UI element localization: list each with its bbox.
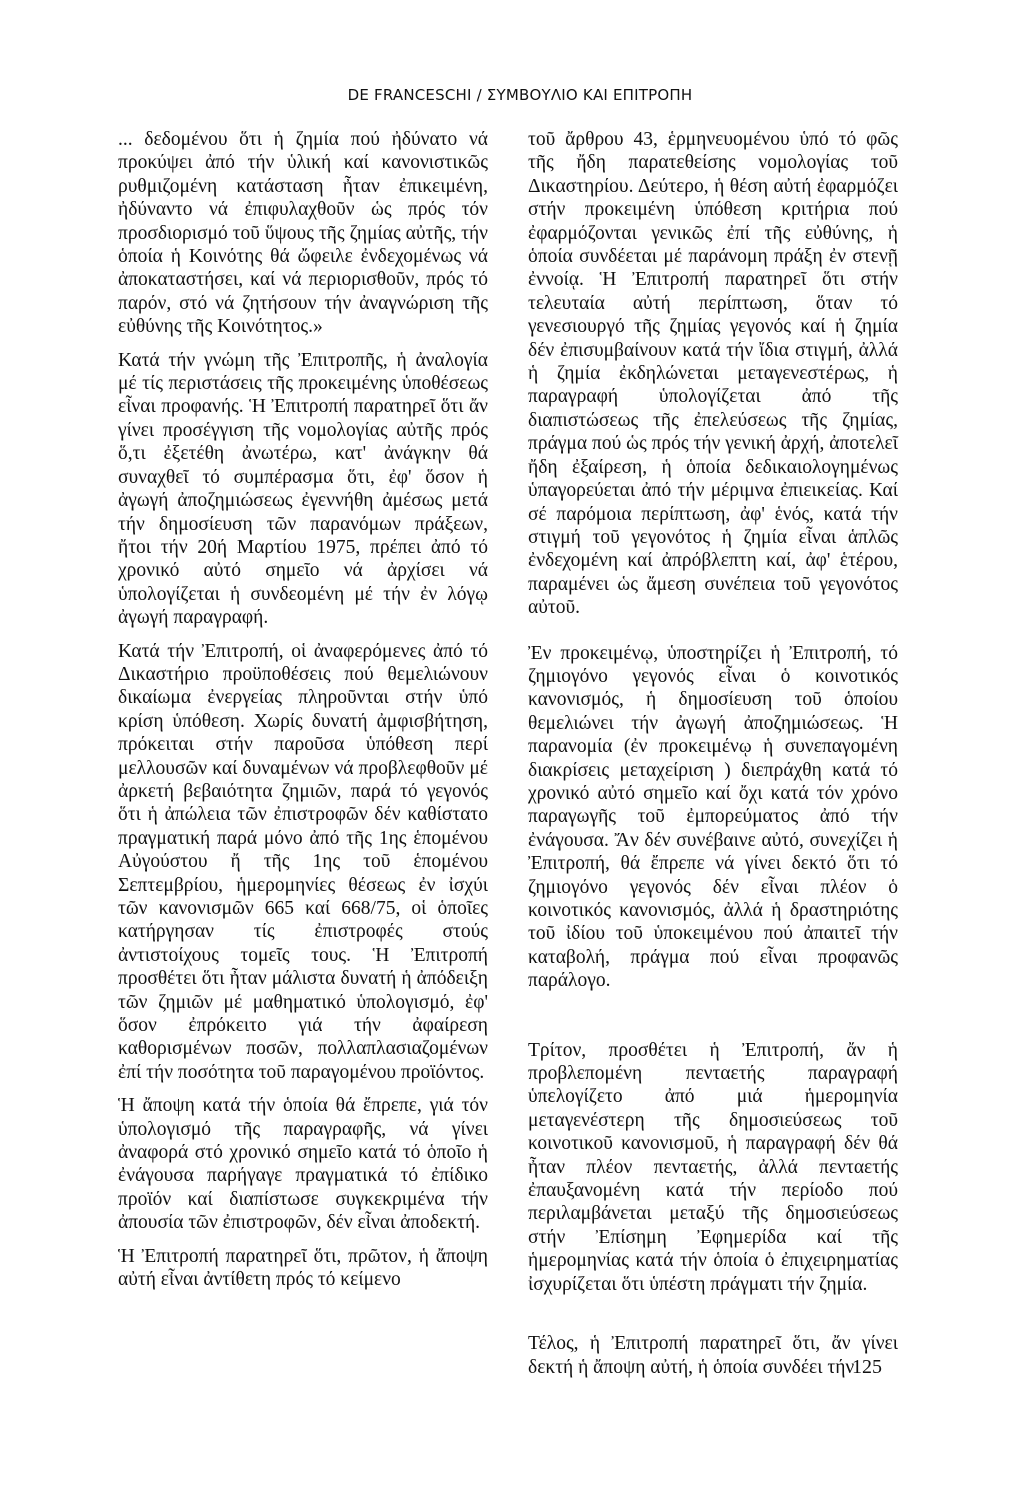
paragraph: Ἡ Ἐπιτροπή παρατηρεῖ ὅτι, πρῶτον, ἡ ἄποψη αὐτή εἶναι ἀντίθετη πρός τό κείμενο xyxy=(118,1245,488,1291)
paragraph: Τρίτον, προσθέτει ἡ Ἐπιτροπή, ἄν ἡ προβλεπομένη πενταετής παραγραφή ὑπελογίζετο ἀπό μιά ἡμερομηνία μεταγενέστερη τῆς δημοσιεύσεως τοῦ κοινοτικοῦ κανονισμοῦ, ἡ παραγραφή δέν θά ἦταν πλέον πενταετής, ἀλλά πενταετής ἐπαυξανομένη κατά τήν περίοδο πού περιλαμβάνεται μεταξύ τῆς δημοσιεύσεως στήν Ἐπίσημη Ἐφημερίδα καί τῆς ἡμερομηνίας κατά τήν ὁποία ὁ ἐπιχειρηματίας ἰσχυρίζεται ὅτι ὑπέστη πράγματι τήν ζημία. xyxy=(528,1039,898,1295)
paragraph: Τέλος, ἡ Ἐπιτροπή παρατηρεῖ ὅτι, ἄν γίνει δεκτή ἡ ἄποψη αὐτή, ἡ ὁποία συνδέει τήν xyxy=(528,1333,898,1378)
paragraph: τοῦ ἄρθρου 43, ἑρμηνευομένου ὑπό τό φῶς τῆς ἤδη παρατεθείσης νομολογίας τοῦ Δικαστηρίου. Δεύτερο, ἡ θέση αὐτή ἐφαρμόζει στήν προκειμένη ὑπόθεση κριτήρια πού ἐφαρμόζονται γενικῶς ἐπί τῆς εὐθύνης, ἡ ὁποία συνδέεται μέ παράνομη πράξη ἐν στενῇ ἐννοίᾳ. Ἡ Ἐπιτροπή παρατηρεῖ ὅτι στήν τελευταία αὐτή περίπτωση, ὅταν τό γενεσιουργό τῆς ζημίας γεγονός καί ἡ ζημία δέν ἐπισυμβαίνουν κατά τήν ἴδια στιγμή, ἀλλά ἡ ζημία ἐκδηλώνεται μεταγενεστέρως, ἡ παραγραφή ὑπολογίζεται ἀπό τῆς διαπιστώσεως τῆς ἐπελεύσεως τῆς ζημίας, πράγμα πού ὡς πρός τήν γενική ἀρχή, ἀποτελεῖ ἤδη ἐξαίρεση, ἡ ὁποία δεδικαιολογημένως ὑπαγορεύεται ἀπό τήν μέριμνα ἐπιεικείας. Καί σέ παρόμοια περίπτωση, ἀφ' ἑνός, κατά τήν στιγμή τοῦ γεγονότος ἡ ζημία εἶναι ἁπλῶς ἐνδεχομένη καί ἀπρόβλεπτη καί, ἀφ' ἑτέρου, παραμένει ὡς ἄμεση συνέπεια τοῦ γεγονότος αὐτοῦ. xyxy=(528,129,898,619)
left-column xyxy=(118,128,488,1302)
page-number: 125 xyxy=(852,1356,882,1378)
paragraph: ... δεδομένου ὅτι ἡ ζημία πού ἠδύνατο νά προκύψει ἀπό τήν ὑλική καί κανονιστικῶς ρυθμιζομένη κατάσταση ἦταν ἐπικειμένη, ἠδύναντο νά ἐπιφυλαχθοῦν ὡς πρός τόν προσδιορισμό τοῦ ὕψους τῆς ζημίας αὐτῆς, τήν ὁποία ἡ Κοινότης θά ὤφειλε ἐνδεχομένως νά ἀποκαταστήσει, καί νά περιορισθοῦν, πρός τό παρόν, στό νά ζητήσουν τήν ἀναγνώριση τῆς εὐθύνης τῆς Κοινότητος.» xyxy=(118,129,488,338)
paragraph: Ἡ ἄποψη κατά τήν ὁποία θά ἔπρεπε, γιά τόν ὑπολογισμό τῆς παραγραφῆς, νά γίνει ἀναφορά στό χρονικό σημεῖο κατά τό ὁποῖο ἡ ἐνάγουσα παρήγαγε πραγματικά τό ἐπίδικο προϊόν καί διαπίστωσε συγκεκριμένα τήν ἀπουσία τῶν ἐπιστροφῶν, δέν εἶναι ἀποδεκτή. xyxy=(118,1095,488,1234)
running-header: DE FRANCESCHI / ΣΥΜΒΟΥΛΙΟ ΚΑΙ ΕΠΙΤΡΟΠΗ xyxy=(347,86,693,104)
paragraph: Κατά τήν Ἐπιτροπή, οἱ ἀναφερόμενες ἀπό τό Δικαστήριο προϋποθέσεις πού θεμελιώνουν δικαίωμα ἐνεργείας πληροῦνται στήν ὑπό κρίση ὑπόθεση. Χωρίς δυνατή ἀμφισβήτηση, πρόκειται στήν παροῦσα ὑπόθεση περί μελλουσῶν καί δυναμένων νά προβλεφθοῦν μέ ἀρκετή βεβαιότητα ζημιῶν, παρά τό γεγονός ὅτι ἡ ἀπώλεια τῶν ἐπιστροφῶν δέν καθίστατο πραγματική παρά μόνο ἀπό τῆς 1ης ἑπομένου Αὐγούστου ἤ τῆς 1ης τοῦ ἑπομένου Σεπτεμβρίου, ἡμερομηνίες θέσεως ἐν ἰσχύι τῶν κανονισμῶν 665 καί 668/75, οἱ ὁποῖες κατήργησαν τίς ἐπιστροφές στούς ἀντιστοίχους τομεῖς τους. Ἡ Ἐπιτροπή προσθέτει ὅτι ἦταν μάλιστα δυνατή ἡ ἀπόδειξη τῶν ζημιῶν μέ μαθηματικό ὑπολογισμό, ἐφ' ὅσον ἐπρόκειτο γιά τήν ἀφαίρεση καθορισμένων ποσῶν, πολλαπλασιαζομένων ἐπί τήν ποσότητα τοῦ παραγομένου προϊόντος. xyxy=(118,640,488,1083)
right-column xyxy=(528,128,898,1389)
paragraph: Ἐν προκειμένῳ, ὑποστηρίζει ἡ Ἐπιτροπή, τό ζημιογόνο γεγονός εἶναι ὁ κοινοτικός κανονισμός, ἡ δημοσίευση τοῦ ὁποίου θεμελιώνει τήν ἀγωγή ἀποζημιώσεως. Ἡ παρανομία (ἐν προκειμένῳ ἡ συνεπαγομένη διακρίσεις μεταχείριση ) διεπράχθη κατά τό χρονικό αὐτό σημεῖο καί ὄχι κατά τόν χρόνο παραγωγῆς τοῦ ἐμπορεύματος ἀπό τήν ἐνάγουσα. Ἄν δέν συνέβαινε αὐτό, συνεχίζει ἡ Ἐπιτροπή, θά ἔπρεπε νά γίνει δεκτό ὅτι τό ζημιογόνο γεγονός δέν εἶναι πλέον ὁ κοινοτικός κανονισμός, ἀλλά ἡ δραστηριότης τοῦ ἰδίου τοῦ ὑποκειμένου πού ἀπαιτεῖ τήν καταβολή, πράγμα πού εἶναι προφανῶς παράλογο. xyxy=(528,642,898,992)
paragraph: Κατά τήν γνώμη τῆς Ἐπιτροπῆς, ἡ ἀναλογία μέ τίς περιστάσεις τῆς προκειμένης ὑποθέσεως εἶναι προφανής. Ἡ Ἐπιτροπή παρατηρεῖ ὅτι ἄν γίνει προσέγγιση τῆς νομολογίας αὐτῆς πρός ὅ,τι ἐξετέθη ἀνωτέρω, κατ' ἀνάγκην θά συναχθεῖ τό συμπέρασμα ὅτι, ἐφ' ὅσον ἡ ἀγωγή ἀποζημιώσεως ἐγεννήθη ἀμέσως μετά τήν δημοσίευση τῶν παρανόμων πράξεων, ἤτοι τήν 20ή Μαρτίου 1975, πρέπει ἀπό τό χρονικό αὐτό σημεῖο νά ἀρχίσει νά ὑπολογίζεται ἡ συνδεομένη μέ τήν ἐν λόγῳ ἀγωγή παραγραφή. xyxy=(118,349,488,629)
